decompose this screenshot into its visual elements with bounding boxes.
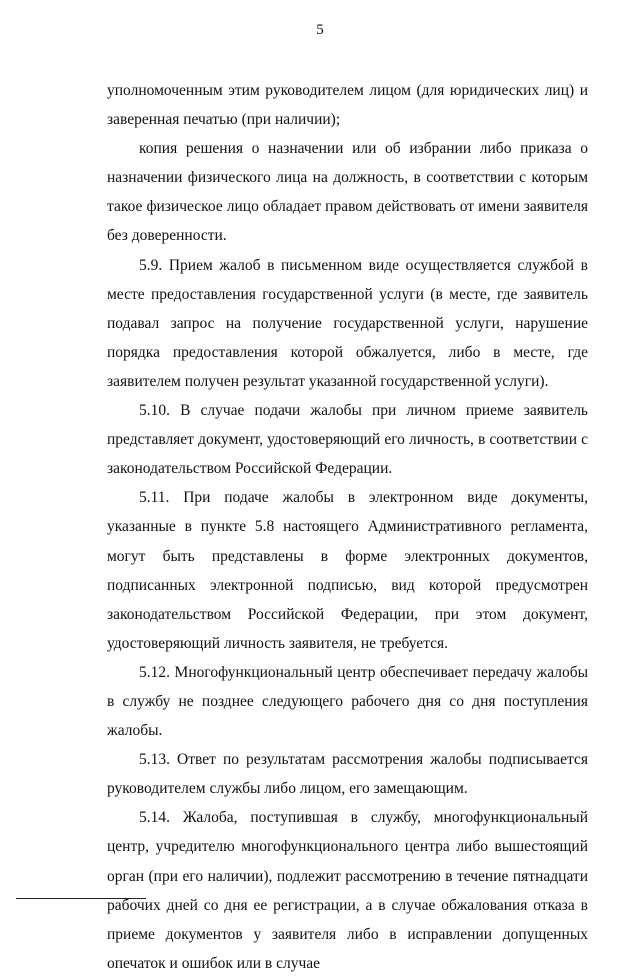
paragraph-5-12: 5.12. Многофункциональный центр обеспечивает передачу жалобы в службу не позднее следующего рабочего дня со дня поступления жалобы. [107,663,588,740]
paragraph-continuation: уполномоченным этим руководителем лицом (для юридических лиц) и заверенная печатью (при наличии); [107,82,588,129]
paragraph-5-10: 5.10. В случае подачи жалобы при личном приеме заявитель представляет документ, удостоверяющий его личность, в соответствии с законодательством Российской Федерации. [107,402,588,478]
footer-rule [16,898,146,899]
paragraph-5-11: 5.11. При подаче жалобы в электронном виде документы, указанные в пункте 5.8 настоящего Административного регламента, могут быть представлены в форме электронных документов, подписанных электронной подписью, вид которой предусмотрен законодательством Российской Федерации, при этом документ, удостоверяющий личность заявителя, не требуется. [107,489,588,652]
page-number: 5 [316,22,324,38]
document-body [107,76,588,978]
paragraph-decision-copy: копия решения о назначении или об избрании либо приказа о назначении физического лица на должность, в соответствии с которым такое физическое лицо обладает правом действовать от имени заявителя без доверенности. [107,140,588,245]
paragraph-5-13: 5.13. Ответ по результатам рассмотрения жалобы подписывается руководителем службы либо лицом, его замещающим. [107,751,588,798]
paragraph-5-14: 5.14. Жалоба, поступившая в службу, многофункциональный центр, учредителю многофункционального центра либо вышестоящий орган (при его наличии), подлежит рассмотрению в течение пятнадцати рабочих дней со дня ее регистрации, а в случае обжалования отказа в приеме документов у заявителя либо в исправлении допущенных опечаток и ошибок или в случае [107,809,588,972]
paragraph-5-9: 5.9. Прием жалоб в письменном виде осуществляется службой в месте предоставления государственной услуги (в месте, где заявитель подавал запрос на получение государственной услуги, нарушение порядка предоставления которой обжалуется, либо в месте, где заявителем получен результат указанной государственной услуги). [107,256,588,390]
